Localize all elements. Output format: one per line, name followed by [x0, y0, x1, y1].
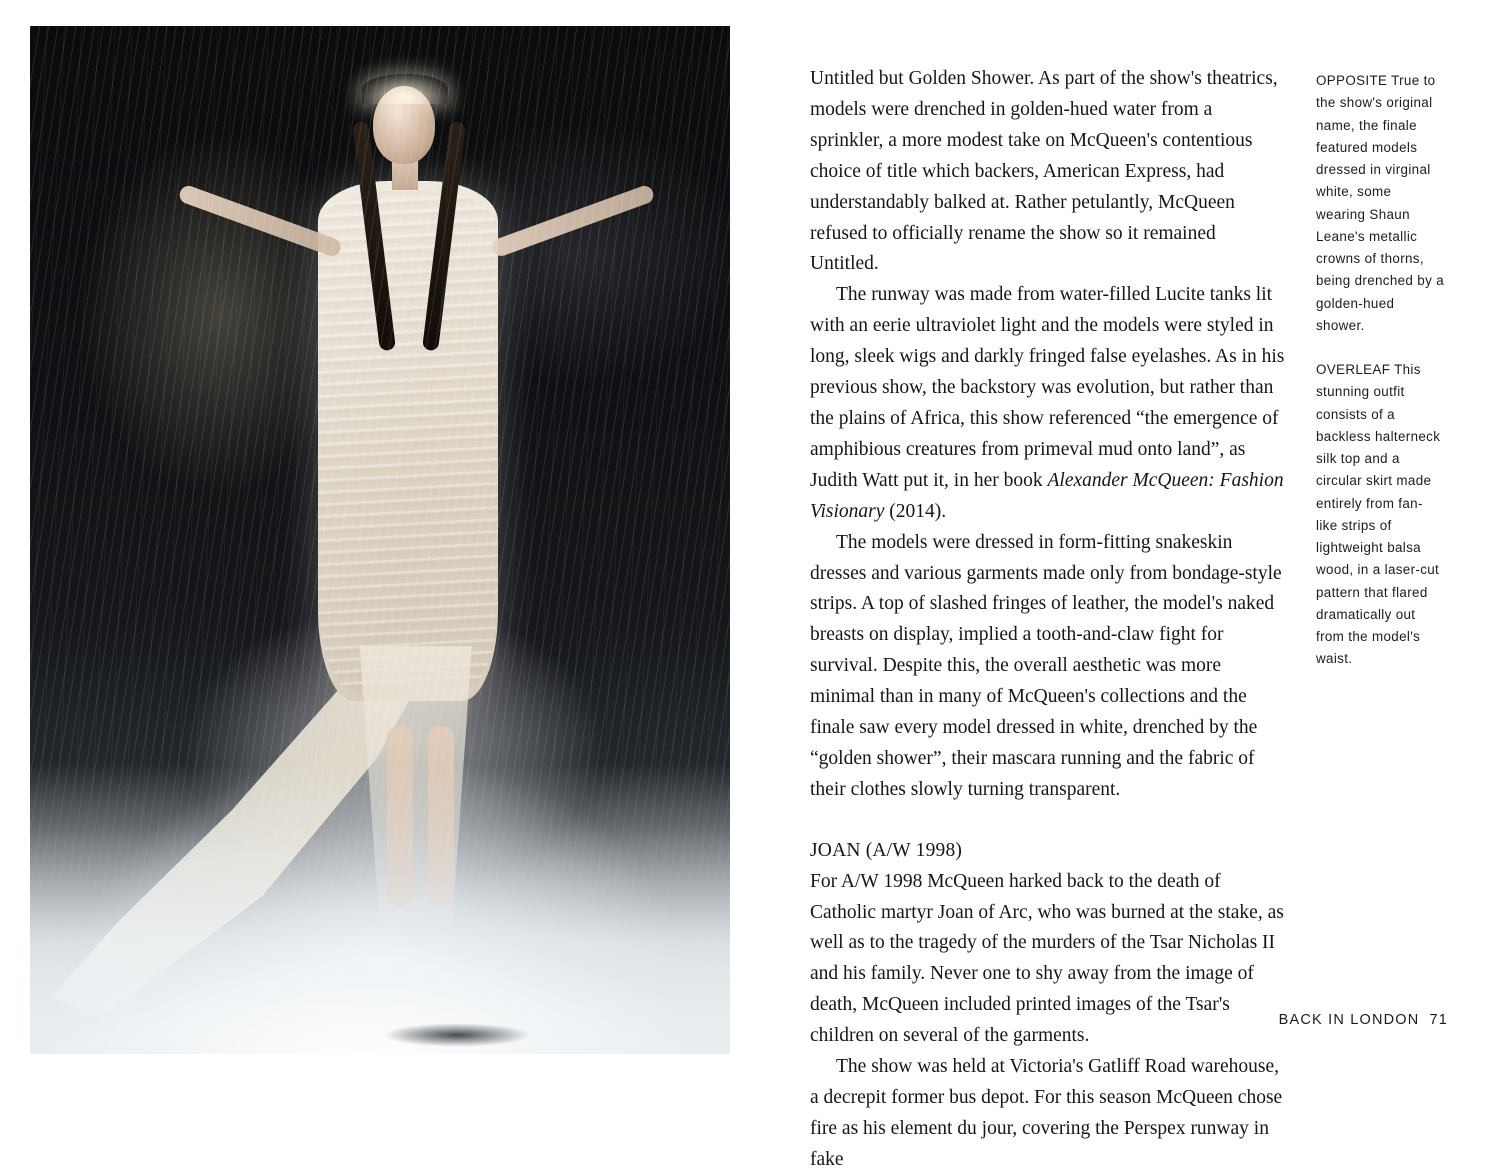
section-heading-joan: JOAN (A/W 1998): [810, 839, 963, 861]
paragraph-3: The models were dressed in form-fitting snakeskin dresses and various garments made only from bondage-style strips. A top of slashed fringes of leather, the model's naked breasts on display, implied a tooth-and-claw fight for survival. Despite this, the overall aesthetic was more minimal than in many of McQueen's collections and the finale saw every model dressed in white, drenched by the “golden shower”, their mascara running and the fabric of their clothes slowly turning transparent.: [810, 531, 1282, 800]
paragraph-2-text: The runway was made from water-filled Lucite tanks lit with an eerie ultraviolet light and the models were styled in long, sleek wigs and darkly fringed false eyelashes. As in his previous show, the backstory was evolution, but rather than the plains of Africa, this show referenced “the emergence of amphibious creatures from primeval mud onto land”, as Judith Watt put it, in her book: [810, 284, 1285, 491]
joan-paragraph-2: The show was held at Victoria's Gatliff Road warehouse, a decrepit former bus depot. For this season McQueen chose fire as his element du jour, covering the Perspex runway in fake: [810, 1056, 1283, 1170]
photo-page: [30, 26, 730, 1054]
folio-label: BACK IN LONDON: [1278, 1012, 1420, 1028]
folio-number: 71: [1429, 1012, 1448, 1028]
book-title: Alexander McQueen: Fashion Visionary: [810, 469, 1284, 522]
runway-photograph: [30, 26, 730, 1054]
text-page: [760, 0, 1500, 1170]
book-title-tail: (2014).: [884, 500, 947, 522]
paragraph-1: Untitled but Golden Shower. As part of the show's theatrics, models were drenched in golden-hued water from a sprinkler, a more modest take on McQueen's contentious choice of title which backers, American Express, had understandably balked at. Rather petulantly, McQueen refused to officially rename the show so it remained Untitled.: [810, 68, 1278, 275]
main-text-column: [810, 64, 1288, 1176]
joan-paragraph-1: For A/W 1998 McQueen harked back to the death of Catholic martyr Joan of Arc, who was burned at the stake, as well as to the tragedy of the murders of the Tsar Nicholas II and his family. Never one to shy away from the image of death, McQueen included printed images of the Tsar's children on several of the garments.: [810, 870, 1284, 1047]
caption-column: [1316, 70, 1444, 671]
runway-floor: [30, 764, 730, 1054]
caption-opposite: OPPOSITE True to the show's original name, the finale featured models dressed in virginal white, some wearing Shaun Leane's metallic crowns of thorns, being drenched by a golden-hued shower.: [1316, 73, 1445, 333]
page-folio: [1279, 1012, 1448, 1028]
caption-overleaf: OVERLEAF This stunning outfit consists of a backless halterneck silk top and a circular skirt made entirely from fan-like strips of lightweight balsa wood, in a laser-cut pattern that flared dramatically out from the model's waist.: [1316, 362, 1441, 667]
paragraph-2: [810, 280, 1288, 527]
floor-shadow: [352, 1018, 562, 1052]
